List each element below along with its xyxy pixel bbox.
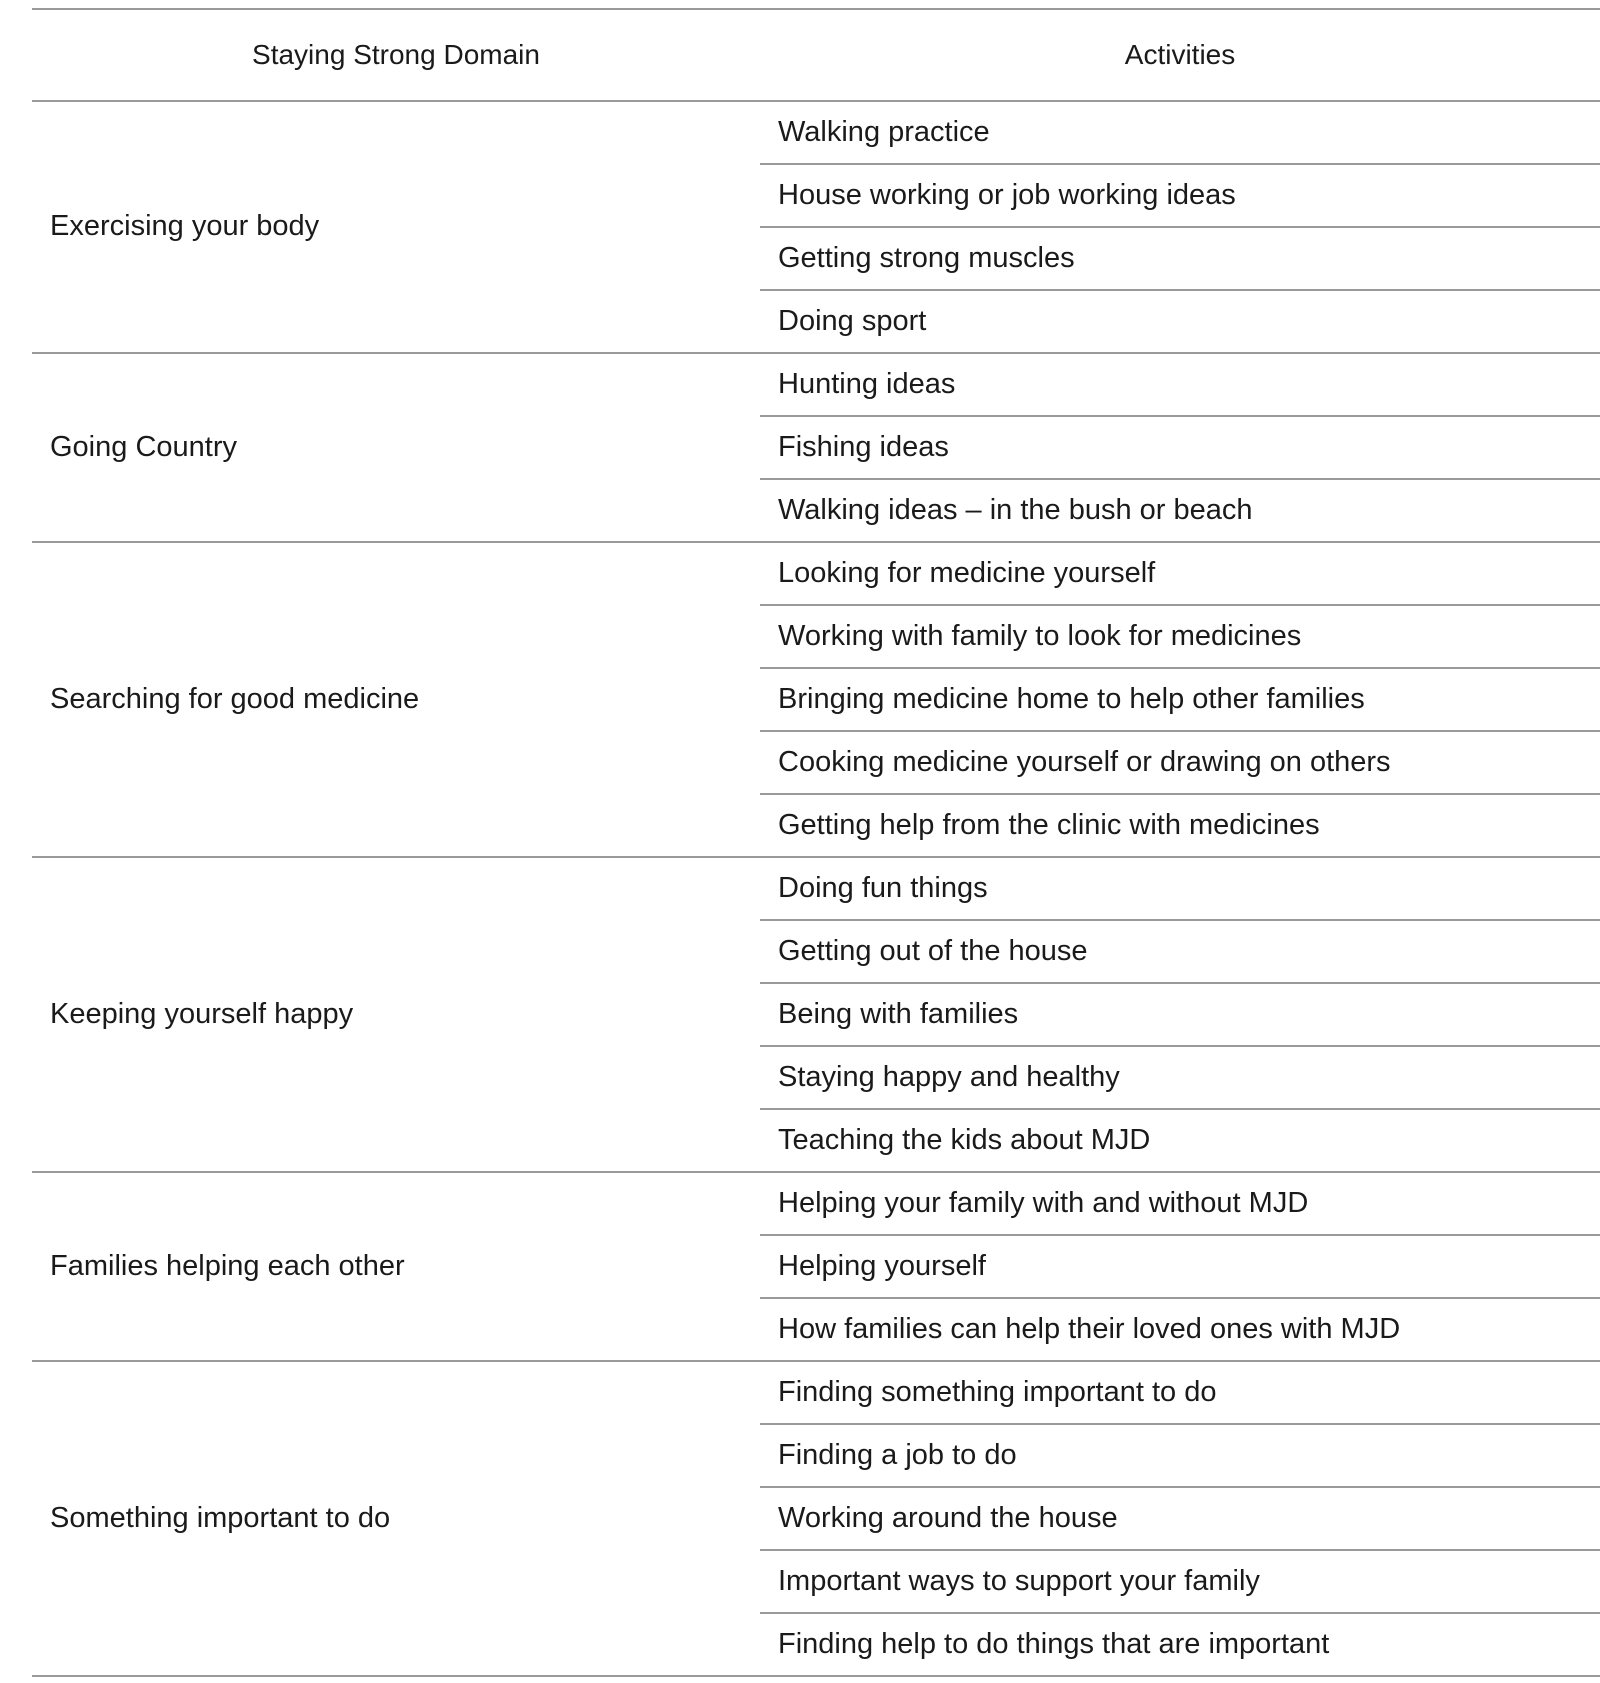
activity-cell: Helping your family with and without MJD: [760, 1172, 1600, 1235]
activity-cell: Doing fun things: [760, 857, 1600, 920]
activity-cell: Getting strong muscles: [760, 227, 1600, 290]
activity-cell: Fishing ideas: [760, 416, 1600, 479]
domain-cell: Going Country: [32, 353, 760, 542]
activity-cell: Important ways to support your family: [760, 1550, 1600, 1613]
header-domain: Staying Strong Domain: [32, 9, 760, 101]
table-row: [32, 542, 1600, 605]
activity-cell: Working with family to look for medicines: [760, 605, 1600, 668]
activity-cell: Walking practice: [760, 101, 1600, 164]
activity-cell: Walking ideas – in the bush or beach: [760, 479, 1600, 542]
activity-cell: Doing sport: [760, 290, 1600, 353]
activity-cell: Finding help to do things that are important: [760, 1613, 1600, 1676]
activity-cell: House working or job working ideas: [760, 164, 1600, 227]
activity-cell: Looking for medicine yourself: [760, 542, 1600, 605]
domain-activities-table: [32, 8, 1600, 1677]
activity-cell: Finding something important to do: [760, 1361, 1600, 1424]
activity-cell: Hunting ideas: [760, 353, 1600, 416]
activity-cell: Getting out of the house: [760, 920, 1600, 983]
activity-cell: Teaching the kids about MJD: [760, 1109, 1600, 1172]
activity-cell: Staying happy and healthy: [760, 1046, 1600, 1109]
table-row: [32, 353, 1600, 416]
activity-cell: Bringing medicine home to help other families: [760, 668, 1600, 731]
table-row: [32, 101, 1600, 164]
table-header: [32, 9, 1600, 101]
domain-cell: Keeping yourself happy: [32, 857, 760, 1172]
activity-cell: Helping yourself: [760, 1235, 1600, 1298]
domain-cell: Something important to do: [32, 1361, 760, 1676]
header-row: [32, 9, 1600, 101]
domain-cell: Families helping each other: [32, 1172, 760, 1361]
table-row: [32, 1361, 1600, 1424]
header-activities: Activities: [760, 9, 1600, 101]
activity-cell: Finding a job to do: [760, 1424, 1600, 1487]
domain-activities-table-container: [32, 8, 1600, 1677]
activity-cell: How families can help their loved ones with MJD: [760, 1298, 1600, 1361]
domain-cell: Exercising your body: [32, 101, 760, 353]
activity-cell: Working around the house: [760, 1487, 1600, 1550]
activity-cell: Being with families: [760, 983, 1600, 1046]
activity-cell: Cooking medicine yourself or drawing on others: [760, 731, 1600, 794]
table-row: [32, 857, 1600, 920]
activity-cell: Getting help from the clinic with medicines: [760, 794, 1600, 857]
table-body: [32, 101, 1600, 1676]
domain-cell: Searching for good medicine: [32, 542, 760, 857]
table-row: [32, 1172, 1600, 1235]
